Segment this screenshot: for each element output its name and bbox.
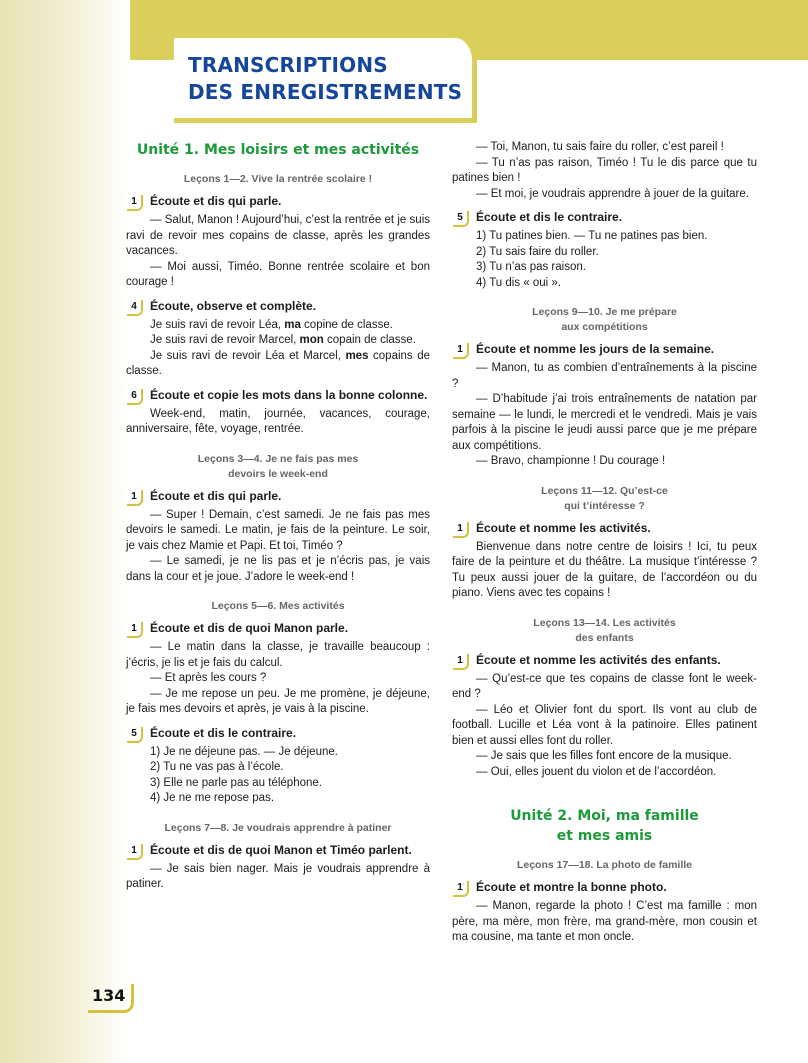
exercise-header bbox=[452, 653, 757, 670]
dialogue-line: — Bravo, championne ! Du courage ! bbox=[476, 455, 666, 467]
exercise-number-badge: 6 bbox=[127, 389, 143, 405]
exercise-title: Écoute et nomme les activités des enfants. bbox=[476, 652, 721, 667]
dialogue-line: — Manon, regarde la photo ! C’est ma famille : mon père, ma mère, mon frère, ma grand-mère, mon cousin et ma cousine, ma tante et mon oncle. bbox=[452, 900, 757, 943]
left-decorative-band bbox=[0, 0, 130, 1063]
dialogue-line: — Léo et Olivier font du sport. Ils vont au club de football. Lucille et Léa vont à la patinoire. Elles patinent bien et aussi elles font du roller. bbox=[452, 703, 757, 747]
exercise-number-badge: 1 bbox=[127, 490, 143, 506]
unit1-title: Unité 1. Mes loisirs et mes activités bbox=[136, 142, 420, 158]
list-item: 4) Je ne me repose pas. bbox=[150, 792, 275, 804]
exercise-number-badge: 1 bbox=[127, 844, 143, 860]
exercise-number-badge: 1 bbox=[453, 343, 469, 359]
exercise-title: Écoute et dis qui parle. bbox=[150, 194, 282, 208]
exercise-title: Écoute et copie les mots dans la bonne colonne. bbox=[150, 387, 428, 402]
dialogue-line: — Je sais bien nager. Mais je voudrais apprendre à patiner. bbox=[126, 862, 430, 890]
dialogue-line: — Tu n’as pas raison, Timéo ! Tu le dis parce que tu patines bien ! bbox=[452, 156, 757, 184]
dialogue-line: — Super ! Demain, c’est samedi. Je ne fais pas mes devoirs le samedi. Le matin, je fais de la peinture. Le soir, je vais chez Mamie et Papi. Et toi, Timéo ? bbox=[126, 508, 430, 552]
exercise-header bbox=[126, 621, 430, 638]
lesson-9-10-title: Leçons 9—10. Je me prépare aux compétitions bbox=[532, 306, 677, 333]
exercise-number-badge: 1 bbox=[127, 195, 143, 211]
exercise-header bbox=[126, 489, 430, 506]
exercise-number-badge: 1 bbox=[453, 522, 469, 538]
dialogue-line: — Je sais que les filles font encore de la musique. bbox=[476, 750, 732, 762]
dialogue-line: — Oui, elles jouent du violon et de l’accordéon. bbox=[476, 765, 717, 778]
example-sentence: Je suis ravi de revoir Léa et Marcel, mes copains de classe. bbox=[126, 349, 430, 377]
left-column bbox=[126, 140, 430, 893]
example-sentence: Je suis ravi de revoir Marcel, mon copain de classe. bbox=[150, 334, 416, 346]
exercise-header bbox=[126, 299, 430, 316]
page-number: 134 bbox=[88, 984, 134, 1013]
exercise-header bbox=[126, 843, 430, 860]
lesson-3-4-title: Leçons 3—4. Je ne fais pas mes devoirs le week-end bbox=[197, 452, 359, 480]
unit2-title: Unité 2. Moi, ma famille et mes amis bbox=[510, 808, 699, 844]
dialogue-line: — Le samedi, je ne lis pas et je n’écris pas, je vais dans la cour et je joue. J’adore le week-end ! bbox=[126, 555, 430, 583]
dialogue-line: — Et après les cours ? bbox=[150, 672, 267, 684]
exercise-title: Écoute et nomme les activités. bbox=[476, 520, 651, 535]
right-column bbox=[452, 140, 757, 946]
exercise-title: Écoute et montre la bonne photo. bbox=[476, 880, 667, 894]
lesson-11-12-title: Leçons 11—12. Qu’est-ce qui t’intéresse ? bbox=[541, 484, 668, 512]
exercise-number-badge: 1 bbox=[453, 881, 469, 897]
exercise-header bbox=[126, 194, 430, 211]
lesson-13-14-title: Leçons 13—14. Les activités des enfants bbox=[533, 616, 676, 644]
dialogue-line: — Qu’est-ce que tes copains de classe font le week-end ? bbox=[452, 672, 757, 700]
exercise-title: Écoute et nomme les jours de la semaine. bbox=[476, 342, 715, 356]
lesson-17-18-title: Leçons 17—18. La photo de famille bbox=[516, 859, 693, 871]
page-title-line2: DES ENREGISTREMENTS bbox=[188, 80, 463, 104]
exercise-number-badge: 4 bbox=[127, 300, 143, 316]
list-item: 4) Tu dis « oui ». bbox=[476, 276, 562, 289]
exercise-number-badge: 1 bbox=[127, 622, 143, 638]
lesson-1-2-title: Leçons 1—2. Vive la rentrée scolaire ! bbox=[183, 173, 373, 185]
exercise-number-badge: 5 bbox=[127, 727, 143, 743]
dialogue-line: — Je me repose un peu. Je me promène, je déjeune, je fais mes devoirs et après, je vais à la piscine. bbox=[126, 687, 430, 715]
exercise-header bbox=[126, 388, 430, 405]
dialogue-line: — Manon, tu as combien d’entraînements à la piscine ? bbox=[452, 362, 757, 390]
dialogue-line: — Salut, Manon ! Aujourd’hui, c’est la rentrée et je suis ravi de revoir mes copains de classe, après les grandes vacances. bbox=[126, 214, 430, 257]
example-sentence: Je suis ravi de revoir Léa, ma copine de classe. bbox=[150, 318, 393, 331]
transcript-paragraph: Bienvenue dans notre centre de loisirs ! Ici, tu peux faire de la peinture et du théâtre. La musique t’intéresse ? Tu peux aussi jouer de la guitare, de l’accordéon ou du piano. Viens avec tes copains ! bbox=[452, 540, 757, 599]
lesson-5-6-title: Leçons 5—6. Mes activités bbox=[211, 600, 345, 612]
exercise-header bbox=[126, 726, 430, 743]
exercise-title: Écoute et dis qui parle. bbox=[150, 488, 282, 503]
dialogue-line: — Toi, Manon, tu sais faire du roller, c’est pareil ! bbox=[476, 141, 724, 153]
exercise-header bbox=[452, 342, 757, 359]
dialogue-line: — Le matin dans la classe, je travaille beaucoup : j’écris, je lis et je fais du calcul. bbox=[126, 641, 430, 669]
exercise-number-badge: 5 bbox=[453, 211, 469, 227]
exercise-header bbox=[452, 210, 757, 227]
list-item: 1) Je ne déjeune pas. — Je déjeune. bbox=[150, 745, 338, 758]
exercise-title: Écoute, observe et complète. bbox=[150, 298, 317, 313]
exercise-title: Écoute et dis de quoi Manon et Timéo parlent. bbox=[150, 842, 412, 857]
list-item: 1) Tu patines bien. — Tu ne patines pas bien. bbox=[476, 230, 708, 242]
exercise-header bbox=[452, 880, 757, 897]
list-item: 3) Tu n’as pas raison. bbox=[476, 261, 586, 273]
list-item: 2) Tu ne vas pas à l’école. bbox=[150, 761, 284, 773]
list-item: 3) Elle ne parle pas au téléphone. bbox=[150, 776, 322, 789]
exercise-header bbox=[452, 521, 757, 538]
dialogue-line: — D’habitude j’ai trois entraînements de natation par semaine — le lundi, le mercredi et le vendredi. Mais je vais parfois à la piscine le jeudi aussi parce que je me prépare aux compétitions. bbox=[452, 393, 757, 452]
exercise-title: Écoute et dis le contraire. bbox=[476, 210, 623, 224]
dialogue-line: — Et moi, je voudrais apprendre à jouer de la guitare. bbox=[476, 187, 749, 200]
dialogue-line: — Moi aussi, Timéo. Bonne rentrée scolaire et bon courage ! bbox=[126, 260, 430, 288]
page-title bbox=[188, 52, 462, 106]
exercise-number-badge: 1 bbox=[453, 654, 469, 670]
lesson-7-8-title: Leçons 7—8. Je voudrais apprendre à patiner bbox=[164, 821, 392, 834]
exercise-title: Écoute et dis de quoi Manon parle. bbox=[150, 621, 349, 635]
exercise-title: Écoute et dis le contraire. bbox=[150, 725, 297, 740]
word-list: Week-end, matin, journée, vacances, courage, anniversaire, fête, voyage, rentrée. bbox=[126, 407, 430, 435]
page-title-line1: TRANSCRIPTIONS bbox=[188, 53, 388, 77]
list-item: 2) Tu sais faire du roller. bbox=[476, 245, 599, 258]
